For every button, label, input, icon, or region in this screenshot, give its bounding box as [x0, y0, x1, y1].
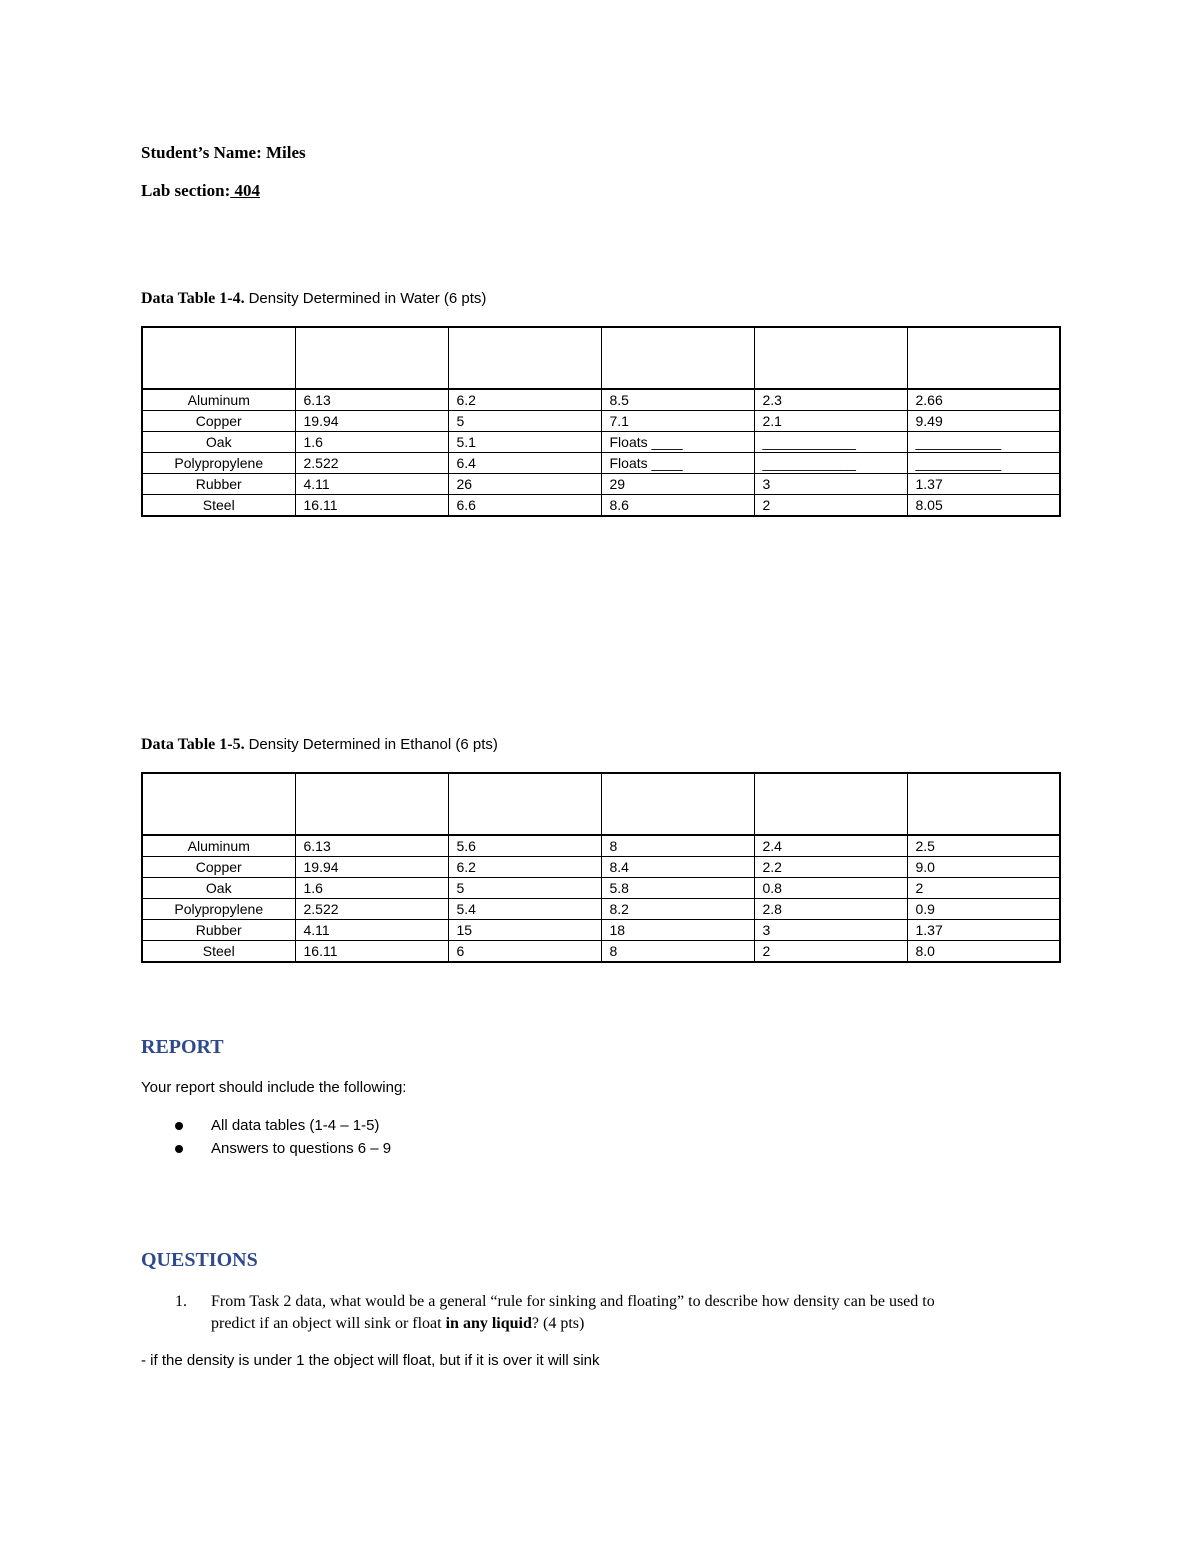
value-cell: 5 — [448, 411, 601, 432]
value-cell: ____________ — [754, 453, 907, 474]
value-cell: 5.1 — [448, 432, 601, 453]
question-1-text — [211, 1291, 1051, 1335]
value-cell: 2.4 — [754, 835, 907, 857]
table-row — [142, 389, 1060, 411]
material-cell: Steel — [142, 941, 295, 963]
value-cell: 6.2 — [448, 857, 601, 878]
material-cell: Copper — [142, 411, 295, 432]
value-cell: 0.8 — [754, 878, 907, 899]
header-cell — [907, 327, 1060, 389]
question-1-line-b: predict if an object will sink or float — [211, 1315, 446, 1332]
report-item: All data tables (1-4 – 1-5) — [211, 1117, 380, 1134]
table-row — [142, 453, 1060, 474]
value-cell: ___________ — [907, 432, 1060, 453]
question-1-emphasis: in any liquid — [445, 1315, 532, 1332]
material-cell: Copper — [142, 857, 295, 878]
value-cell: 8 — [601, 835, 754, 857]
table-header-row — [142, 773, 1060, 835]
value-cell: 4.11 — [295, 920, 448, 941]
value-cell: 29 — [601, 474, 754, 495]
value-cell: 3 — [754, 474, 907, 495]
material-cell: Steel — [142, 495, 295, 517]
lab-section-line — [141, 181, 260, 201]
report-item: Answers to questions 6 – 9 — [211, 1140, 392, 1157]
value-cell: 8.0 — [907, 941, 1060, 963]
report-intro: Your report should include the following: — [141, 1079, 407, 1096]
table-row — [142, 899, 1060, 920]
value-cell: 3 — [754, 920, 907, 941]
question-1-points: ? (4 pts) — [531, 1315, 585, 1332]
bullet-icon — [175, 1145, 183, 1153]
value-cell: ___________ — [907, 453, 1060, 474]
table2-caption-bold: Data Table 1-5. — [141, 736, 245, 753]
value-cell: 6.4 — [448, 453, 601, 474]
student-name-value: Miles — [265, 143, 306, 162]
value-cell: 16.11 — [295, 941, 448, 963]
value-cell: 2.2 — [754, 857, 907, 878]
table-row — [142, 432, 1060, 453]
value-cell: 8 — [601, 941, 754, 963]
header-cell — [754, 327, 907, 389]
value-cell: 8.05 — [907, 495, 1060, 517]
value-cell: 0.9 — [907, 899, 1060, 920]
value-cell: 1.37 — [907, 474, 1060, 495]
value-cell: 26 — [448, 474, 601, 495]
header-cell — [907, 773, 1060, 835]
material-cell: Polypropylene — [142, 453, 295, 474]
student-name-label: Student’s Name: — [141, 143, 262, 162]
value-cell: 5 — [448, 878, 601, 899]
value-cell: 8.4 — [601, 857, 754, 878]
value-cell: 9.49 — [907, 411, 1060, 432]
value-cell: 2 — [754, 495, 907, 517]
value-cell: 6.2 — [448, 389, 601, 411]
value-cell: 5.4 — [448, 899, 601, 920]
value-cell: 2 — [907, 878, 1060, 899]
value-cell: 1.6 — [295, 432, 448, 453]
material-cell: Oak — [142, 878, 295, 899]
value-cell: Floats ____ — [601, 432, 754, 453]
value-cell: 4.11 — [295, 474, 448, 495]
value-cell: 8.2 — [601, 899, 754, 920]
table1-caption — [141, 290, 486, 308]
question-1-line-a: From Task 2 data, what would be a general “rule for sinking and floating” to describe how density can be used to — [211, 1293, 935, 1310]
header-cell — [142, 773, 295, 835]
value-cell: 6.13 — [295, 835, 448, 857]
bullet-icon — [175, 1122, 183, 1130]
value-cell: ____________ — [754, 432, 907, 453]
header-cell — [295, 327, 448, 389]
header-cell — [754, 773, 907, 835]
value-cell: 5.8 — [601, 878, 754, 899]
value-cell: Floats ____ — [601, 453, 754, 474]
header-cell — [601, 327, 754, 389]
table-row — [142, 495, 1060, 517]
table-row — [142, 878, 1060, 899]
table2-caption — [141, 736, 498, 754]
questions-heading: QUESTIONS — [141, 1249, 258, 1271]
value-cell: 19.94 — [295, 411, 448, 432]
value-cell: 2 — [754, 941, 907, 963]
value-cell: 8.5 — [601, 389, 754, 411]
value-cell: 8.6 — [601, 495, 754, 517]
value-cell: 2.8 — [754, 899, 907, 920]
value-cell: 6.13 — [295, 389, 448, 411]
lab-section-label: Lab section: — [141, 181, 231, 200]
material-cell: Rubber — [142, 474, 295, 495]
material-cell: Oak — [142, 432, 295, 453]
header-cell — [295, 773, 448, 835]
value-cell: 2.66 — [907, 389, 1060, 411]
value-cell: 7.1 — [601, 411, 754, 432]
student-name-line — [141, 143, 306, 163]
value-cell: 1.37 — [907, 920, 1060, 941]
table-row — [142, 920, 1060, 941]
table-header-row — [142, 327, 1060, 389]
value-cell: 9.0 — [907, 857, 1060, 878]
value-cell: 6 — [448, 941, 601, 963]
density-water-table — [141, 326, 1061, 517]
question-1-number: 1. — [175, 1293, 187, 1310]
value-cell: 19.94 — [295, 857, 448, 878]
table-row — [142, 835, 1060, 857]
value-cell: 1.6 — [295, 878, 448, 899]
value-cell: 2.522 — [295, 453, 448, 474]
table2-caption-text: Density Determined in Ethanol (6 pts) — [248, 736, 498, 753]
value-cell: 6.6 — [448, 495, 601, 517]
table-row — [142, 941, 1060, 963]
material-cell: Polypropylene — [142, 899, 295, 920]
table-row — [142, 474, 1060, 495]
value-cell: 2.522 — [295, 899, 448, 920]
report-heading: REPORT — [141, 1036, 224, 1058]
value-cell: 18 — [601, 920, 754, 941]
lab-section-value: 404 — [230, 181, 260, 200]
density-ethanol-table — [141, 772, 1061, 963]
question-1-answer: - if the density is under 1 the object will float, but if it is over it will sink — [141, 1352, 600, 1369]
table-row — [142, 857, 1060, 878]
table1-caption-bold: Data Table 1-4. — [141, 290, 245, 307]
material-cell: Aluminum — [142, 389, 295, 411]
material-cell: Rubber — [142, 920, 295, 941]
value-cell: 2.5 — [907, 835, 1060, 857]
header-cell — [601, 773, 754, 835]
value-cell: 2.3 — [754, 389, 907, 411]
value-cell: 16.11 — [295, 495, 448, 517]
value-cell: 2.1 — [754, 411, 907, 432]
material-cell: Aluminum — [142, 835, 295, 857]
table1-caption-text: Density Determined in Water (6 pts) — [248, 290, 487, 307]
value-cell: 5.6 — [448, 835, 601, 857]
table-row — [142, 411, 1060, 432]
header-cell — [142, 327, 295, 389]
value-cell: 15 — [448, 920, 601, 941]
header-cell — [448, 773, 601, 835]
header-cell — [448, 327, 601, 389]
